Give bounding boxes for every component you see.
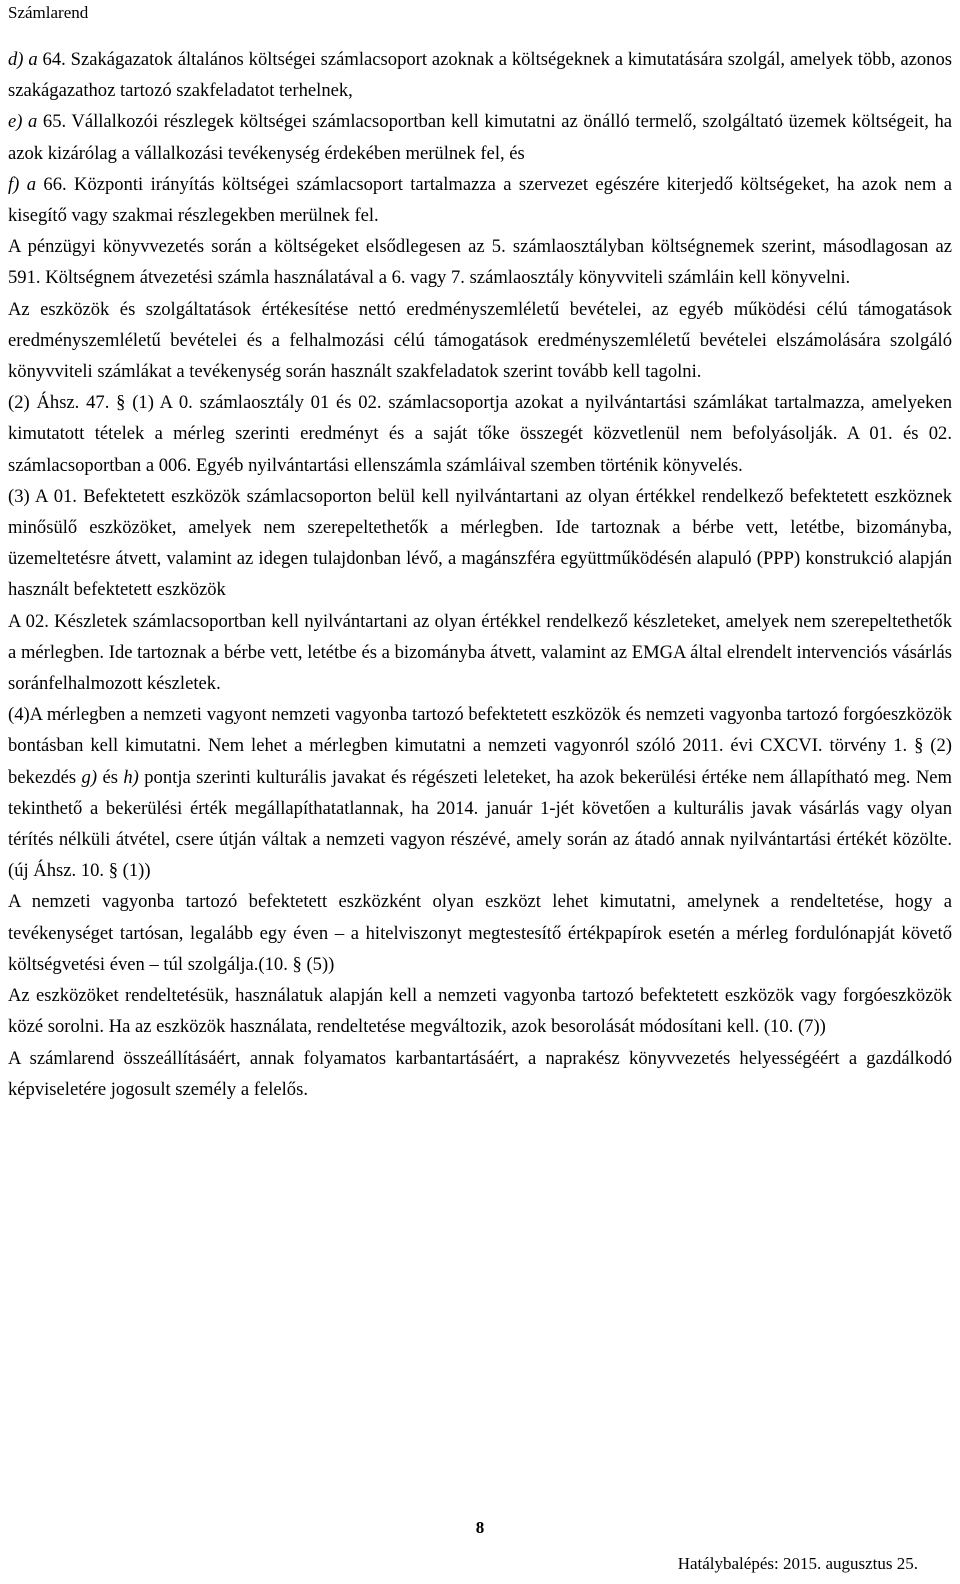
document-body	[8, 44, 952, 1105]
paragraph-f	[8, 169, 952, 231]
effective-date: Hatálybalépés: 2015. augusztus 25.	[677, 1554, 918, 1573]
paragraph-national-assets-part1: (4)A mérlegben a nemzeti vagyont nemzeti vagyonba tartozó befektetett eszközök és nemzeti vagyonba tartozó forgóeszközök bontásban kell kimutatni. Nem lehet a mérlegben kimutatni a nemzeti vagyonról szóló 2011. évi CXCVI. törvény 1. § (2) bekezdés	[8, 704, 952, 788]
paragraph-ahsz-47-2: (2) Áhsz. 47. § (1) A 0. számlaosztály 01 és 02. számlacsoportja azokat a nyilvántartási számlákat tartalmazza, amelyeken kimutatott tételek a mérleg szerinti eredményt és a saját tőke összegét közvetlenül nem befolyásolják. A 01. és 02. számlacsoportban a 006. Egyéb nyilvántartási ellenszámla számláival szemben történik könyvelés.	[8, 392, 952, 476]
paragraph-national-assets-part2: pontja szerinti kulturális javakat és régészeti leleteket, ha azok bekerülési értéke nem állapítható meg. Nem tekinthető a bekerülési érték megállapíthatatlannak, ha 2014. január 1-jét követően a kulturális javak vásárlás vagy olyan térítés nélküli átvétel, csere útján váltak a nemzeti vagyon részévé, amely során az átadó annak nyilvántartási értékét közölte. (új Áhsz. 10. § (1))	[8, 766, 952, 882]
list-marker-e: e) a	[8, 111, 38, 133]
paragraph-f-text: 66. Központi irányítás költségei számlacsoport tartalmazza a szervezet egészére kiterjedő költségeket, ha azok nem a kisegítő vagy szakmai részlegekben merülnek fel.	[8, 173, 952, 227]
point-h: h)	[123, 766, 139, 788]
paragraph-bookkeeping: A pénzügyi könyvvezetés során a költségeket elsődlegesen az 5. számlaosztályban költségnemek szerint, másodlagosan az 591. Költségnem átvezetési számla használatával a 6. vagy 7. számlaosztály könyvviteli számláin kell könyvelni.	[8, 236, 952, 289]
paragraph-fixed-assets: A nemzeti vagyonba tartozó befektetett eszközként olyan eszközt lehet kimutatni, amelynek a rendeltetése, hogy a tevékenységet tartósan, legalább egy éven – a hitelviszonyt megtestesítő értékpapírok esetén a mérleg fordulónapját követő költségvetési éven – túl szolgálja.(10. § (5))	[8, 891, 952, 975]
paragraph-d	[8, 44, 952, 106]
paragraph-national-assets-and: és	[97, 766, 124, 788]
page-header-title: Számlarend	[8, 3, 89, 22]
paragraph-inventory: A 02. Készletek számlacsoportban kell nyilvántartani az olyan értékkel rendelkező készleteket, amelyek nem szerepeltethetők a mérlegben. Ide tartoznak a bérbe vett, letétbe és a bizományba átvett, valamint az EMGA által elrendelt intervenciós vásárlás soránfelhalmozott készletek.	[8, 610, 952, 695]
paragraph-national-assets	[8, 699, 952, 886]
paragraph-e	[8, 106, 952, 168]
paragraph-d-text: 64. Szakágazatok általános költségei számlacsoport azoknak a költségeknek a kimutatására szolgál, amelyek több, azonos szakágazathoz tartozó szakfeladatot terhelnek,	[8, 49, 952, 102]
paragraph-responsibility: A számlarend összeállításáért, annak folyamatos karbantartásáért, a naprakész könyvvezetés helyességéért a gazdálkodó képviseletére jogosult személy a felelős.	[8, 1047, 952, 1100]
list-marker-f: f) a	[8, 173, 37, 195]
paragraph-classification: Az eszközöket rendeltetésük, használatuk alapján kell a nemzeti vagyonba tartozó befektetett eszközök vagy forgóeszközök közé sorolni. Ha az eszközök használata, rendeltetése megváltozik, azok besorolását módosítani kell. (10. (7))	[8, 985, 952, 1038]
paragraph-revenue: Az eszközök és szolgáltatások értékesítése nettó eredményszemléletű bevételei, az egyéb működési célú támogatások eredményszemléletű bevételei és a felhalmozási célú támogatások eredményszemléletű bevételei elszámolására szolgáló könyvviteli számlákat a tevékenység során használt szakfeladatok szerint tovább kell tagolni.	[8, 298, 952, 383]
paragraph-e-text: 65. Vállalkozói részlegek költségei számlacsoportban kell kimutatni az önálló termelő, szolgáltató üzemek költségeit, ha azok kizárólag a vállalkozási tevékenység érdekében merülnek fel, és	[8, 111, 952, 164]
page-number: 8	[475, 1518, 485, 1537]
point-g: g)	[81, 766, 98, 788]
list-marker-d: d) a	[8, 49, 38, 70]
paragraph-ahsz-47-3: (3) A 01. Befektetett eszközök számlacsoporton belül kell nyilvántartani az olyan értékkel rendelkező befektetett eszköznek minősülő eszközöket, amelyek nem szerepeltethetők a mérlegben. Ide tartoznak a bérbe vett, letétbe, bizományba, üzemeltetésre átvett, valamint az idegen tulajdonban lévő, a magánszféra együttműködésén alapuló (PPP) konstrukció alapján használt befektetett eszközök	[8, 485, 952, 601]
